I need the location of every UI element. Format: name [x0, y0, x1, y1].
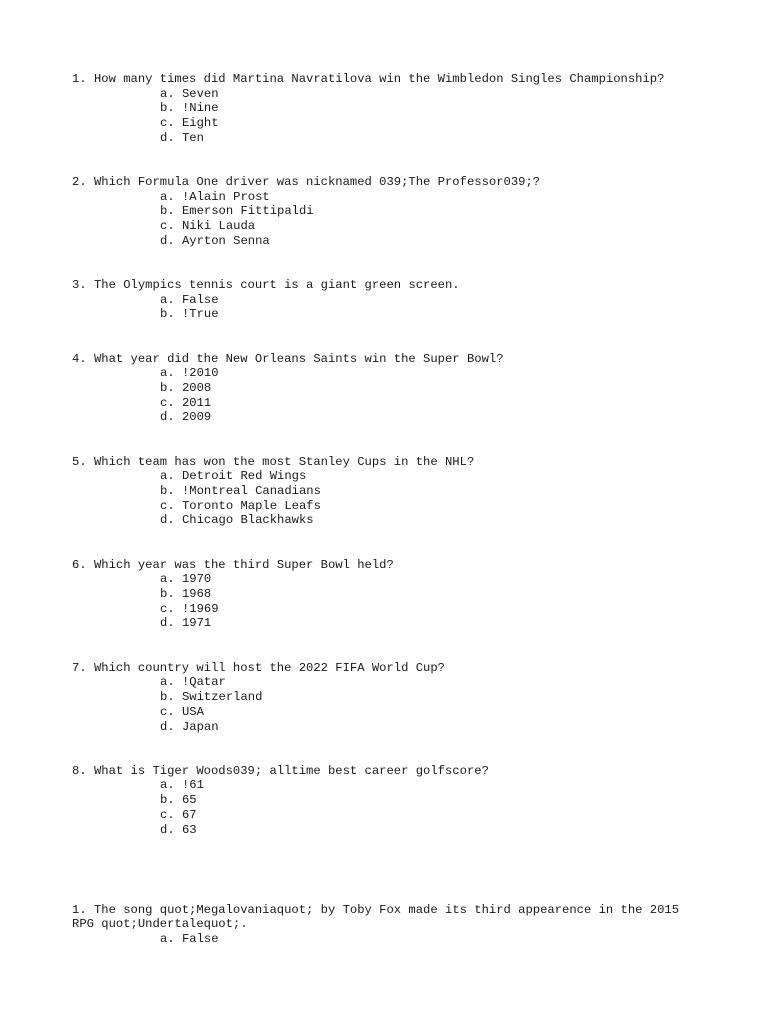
question-text: 6. Which year was the third Super Bowl held?: [72, 557, 394, 572]
quiz-page: [72, 72, 702, 976]
answer-options: [72, 469, 702, 528]
answer-option: b. !True: [160, 307, 219, 322]
answer-option: a. 1970: [160, 572, 212, 587]
question-text: 1. How many times did Martina Navratilova win the Wimbledon Singles Championship?: [72, 72, 665, 86]
question-text: 4. What year did the New Orleans Saints win the Super Bowl?: [72, 351, 504, 366]
answer-option: a. Seven: [160, 86, 219, 101]
question-block: [72, 903, 702, 947]
answer-option: b. 2008: [160, 381, 212, 396]
question-text: 3. The Olympics tennis court is a giant green screen.: [72, 278, 460, 293]
answer-option: c. USA: [160, 704, 204, 719]
answer-option: d. 2009: [160, 410, 212, 425]
question-block: [72, 558, 702, 632]
question-block: [72, 455, 702, 529]
answer-option: a. !Qatar: [160, 675, 226, 690]
answer-option: c. 2011: [160, 395, 212, 410]
answer-options: [72, 190, 702, 249]
answer-option: c. Niki Lauda: [160, 219, 256, 234]
answer-option: d. Ayrton Senna: [160, 233, 270, 248]
answer-option: a. !2010: [160, 366, 219, 381]
question-block: [72, 278, 702, 322]
question-block: [72, 352, 702, 426]
answer-option: d. 63: [160, 822, 197, 837]
answer-option: b. 65: [160, 793, 197, 808]
question-text: 8. What is Tiger Woods039; alltime best career golfscore?: [72, 763, 489, 778]
answer-option: c. Toronto Maple Leafs: [160, 498, 321, 513]
answer-options: [72, 293, 702, 322]
answer-options: [72, 932, 702, 947]
answer-options: [72, 366, 702, 425]
question-block: [72, 661, 702, 735]
question-text: 1. The song quot;Megalovaniaquot; by Toby Fox made its third appearence in the 2015 RPG quot;Undertalequot;.: [72, 902, 687, 932]
question-text: 5. Which team has won the most Stanley Cups in the NHL?: [72, 454, 475, 469]
answer-option: d. 1971: [160, 616, 212, 631]
answer-options: [72, 87, 702, 146]
answer-option: d. Ten: [160, 130, 204, 145]
answer-option: a. False: [160, 292, 219, 307]
answer-option: a. !Alain Prost: [160, 189, 270, 204]
question-text: 2. Which Formula One driver was nicknamed 039;The Professor039;?: [72, 175, 541, 190]
answer-option: c. Eight: [160, 116, 219, 131]
answer-options: [72, 778, 702, 837]
answer-option: b. 1968: [160, 587, 212, 602]
answer-option: d. Japan: [160, 719, 219, 734]
question-text: 7. Which country will host the 2022 FIFA World Cup?: [72, 660, 445, 675]
answer-option: c. !1969: [160, 601, 219, 616]
question-block: [72, 175, 702, 249]
answer-option: c. 67: [160, 807, 197, 822]
section-divider: [72, 867, 702, 903]
question-block: [72, 72, 702, 146]
quiz-section: [72, 72, 702, 837]
answer-option: d. Chicago Blackhawks: [160, 513, 314, 528]
quiz-section: [72, 903, 702, 947]
answer-option: b. Switzerland: [160, 690, 263, 705]
answer-options: [72, 675, 702, 734]
answer-option: b. Emerson Fittipaldi: [160, 204, 314, 219]
answer-option: a. Detroit Red Wings: [160, 469, 307, 484]
answer-options: [72, 572, 702, 631]
question-block: [72, 764, 702, 838]
answer-option: b. !Nine: [160, 101, 219, 116]
answer-option: a. False: [160, 932, 219, 947]
answer-option: b. !Montreal Canadians: [160, 484, 321, 499]
answer-option: a. !61: [160, 778, 204, 793]
